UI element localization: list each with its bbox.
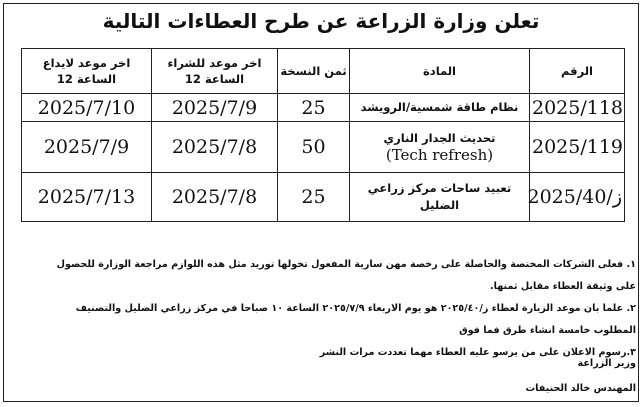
signature-name: المهندس خالد الحنيفات — [525, 383, 636, 394]
tender-number: 2025/118 — [530, 94, 625, 122]
tender-subject-ar: تعبيد ساحات مركز زراعي الضليل — [367, 181, 512, 212]
table-row — [22, 122, 625, 173]
deposit-deadline: 2025/7/9 — [22, 122, 152, 173]
tender-subject — [350, 122, 530, 173]
signature-block — [526, 351, 636, 401]
note-line: المطلوب خامسة انشاء طرق فما فوق — [459, 325, 636, 336]
header-purchase-deadline-line1: اخر موعد للشراء — [167, 56, 262, 70]
tender-number: ز/2025/40 — [530, 173, 625, 222]
tenders-table — [21, 48, 625, 222]
header-number: الرقم — [530, 49, 625, 94]
note-line: ٢. علما بان موعد الزيارة لعطاء ز/٢٠٢٥/٤٠ هو يوم الاربعاء ٢٠٢٥/٧/٩ الساعة ١٠ صباحا في مركز زراعي الضليل والتصنيف — [75, 303, 636, 314]
note-line: ١. فعلى الشركات المختصة والحاصلة على رخصة مهن سارية المفعول تخولها توريد مثل هذه اللوازم مراجعة الوزارة للحصول — [56, 259, 636, 270]
deposit-deadline: 2025/7/10 — [22, 94, 152, 122]
note-line: على وثيقة العطاء مقابل ثمنها. — [489, 281, 636, 292]
table-header-row — [22, 49, 625, 94]
tender-subject-en: (Tech refresh) — [385, 146, 494, 164]
table-row — [22, 173, 625, 222]
announcement-title: تعلن وزارة الزراعة عن طرح العطاءات التالية — [102, 9, 540, 33]
header-purchase-deadline-line2: الساعة 12 — [184, 72, 245, 86]
signature-title: وزير الزراعة — [577, 358, 636, 369]
table-row — [22, 94, 625, 122]
header-purchase-deadline — [152, 49, 278, 94]
header-deposit-deadline-line2: الساعة 12 — [56, 72, 117, 86]
header-deposit-deadline — [22, 49, 152, 94]
tender-subject-ar: نظام طاقة شمسية/الرويشد — [360, 100, 519, 114]
header-price: ثمن النسخة — [278, 49, 350, 94]
tender-price: 25 — [278, 173, 350, 222]
tender-subject — [350, 94, 530, 122]
purchase-deadline: 2025/7/9 — [152, 94, 278, 122]
purchase-deadline: 2025/7/8 — [152, 122, 278, 173]
tender-price: 25 — [278, 94, 350, 122]
tender-price: 50 — [278, 122, 350, 173]
purchase-deadline: 2025/7/8 — [152, 173, 278, 222]
header-subject: المادة — [350, 49, 530, 94]
note-line: ٣.رسوم الاعلان على من يرسو عليه العطاء مهما تعددت مرات النشر — [319, 347, 636, 358]
notes-section — [16, 254, 636, 364]
header-deposit-deadline-line1: اخر موعد لايداع — [42, 56, 131, 70]
tender-subject — [350, 173, 530, 222]
tender-subject-ar: تحديث الجدار الناري — [383, 131, 496, 145]
tender-number: 2025/119 — [530, 122, 625, 173]
deposit-deadline: 2025/7/13 — [22, 173, 152, 222]
